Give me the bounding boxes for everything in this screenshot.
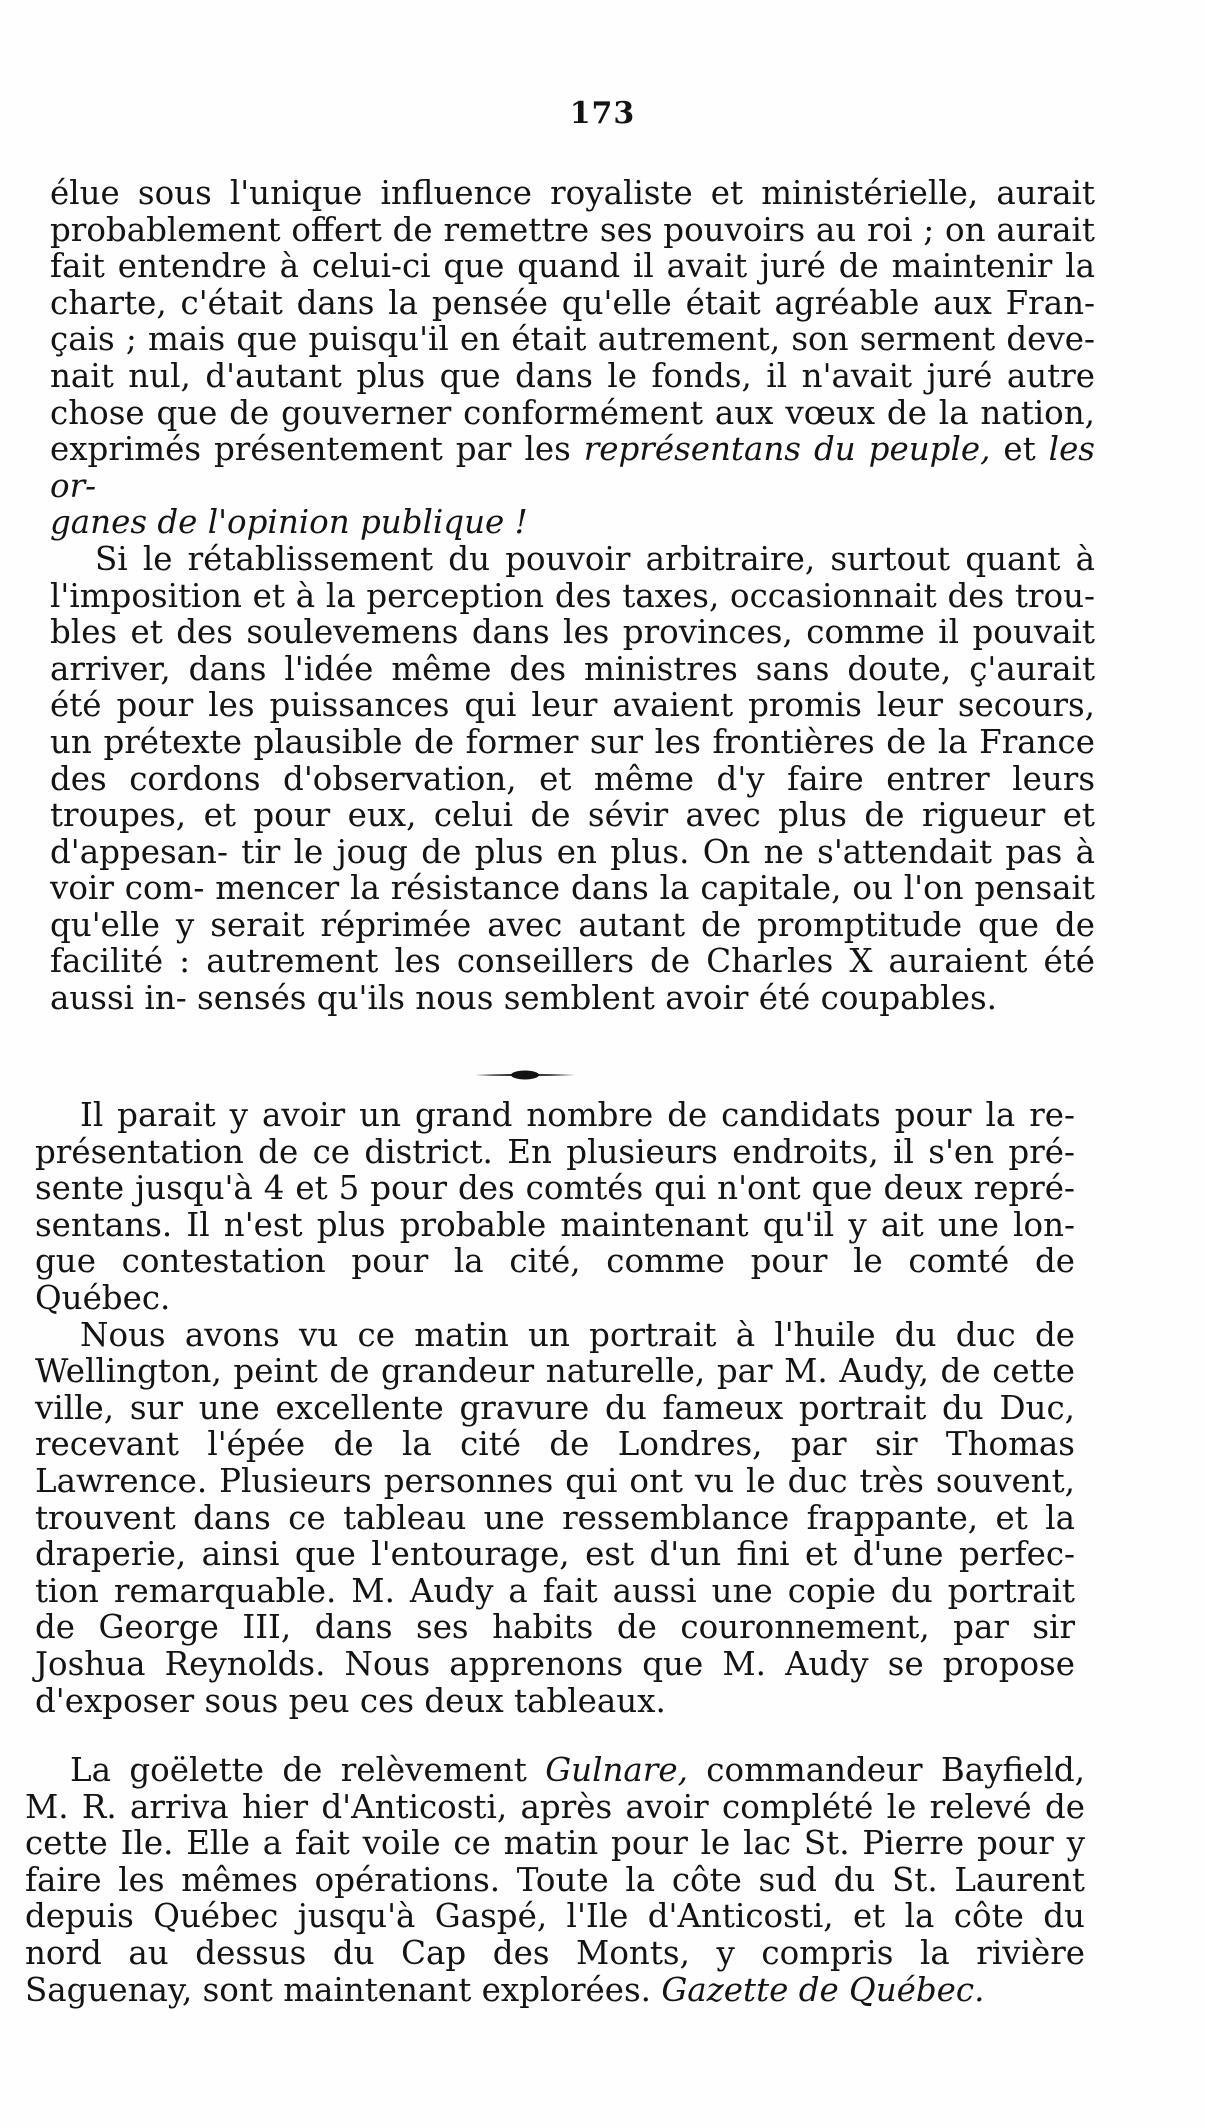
- text-line: prétexte plausible de former sur les frontières de la France des: [50, 722, 1095, 798]
- text-line: autrement les conseillers de Charles X auraient été aussi in-: [50, 942, 1095, 1018]
- text-line: Nous avons vu ce matin un portrait à l'huile du duc de: [80, 1315, 1075, 1354]
- text-line: tir le joug de plus en plus. On ne s'attendait pas à voir com-: [50, 832, 1095, 908]
- text-fragment: et: [990, 430, 1049, 469]
- paragraph-portrait: [35, 1317, 1075, 1720]
- text-line: été pour les puissances qui leur avaient promis leur secours, un: [50, 686, 1095, 761]
- text-line: d'exposer sous peu ces deux tableaux.: [35, 1681, 666, 1720]
- text-line: cette ville, sur une excellente gravure du fameux portrait du: [35, 1352, 1075, 1427]
- italic-phrase: les or-: [50, 430, 1095, 505]
- text-fragment: commandeur Bayfield,: [687, 1751, 1085, 1789]
- text-line: chose que de gouverner conformément aux vœux de la nation,: [50, 393, 1095, 432]
- text-line: M. R. arriva hier d'Anticosti, après avoir complété le relevé: [25, 1787, 1032, 1826]
- text-line: Il parait y avoir un grand nombre de candidats pour la re-: [80, 1096, 1075, 1134]
- text-line: cordons d'observation, et même d'y faire entrer leurs troupes,: [50, 759, 1095, 835]
- text-line: mencer la résistance dans la capitale, ou l'on pensait qu'elle y: [50, 869, 1095, 944]
- paragraph-continuation-end: [50, 504, 1095, 541]
- paragraph-gulnare: [25, 1752, 1085, 2008]
- text-line: Duc, recevant l'épée de la cité de Londres, par sir Thomas: [35, 1388, 1075, 1464]
- section-divider: [475, 1068, 575, 1082]
- italic-phrase: ganes de l'opinion publique !: [50, 503, 528, 542]
- text-line: présentation de ce district. En plusieurs endroits, il s'en pré-: [35, 1132, 1075, 1171]
- text-line: pour y faire les mêmes opérations. Toute la côte sud du St.: [25, 1824, 1085, 1899]
- ship-name: Gulnare,: [545, 1751, 688, 1789]
- text-fragment: Saguenay, sont maintenant explorées.: [25, 1970, 662, 2009]
- page-number: 173: [569, 96, 636, 131]
- text-line: serait réprimée avec autant de promptitude que de facilité :: [50, 905, 1095, 981]
- paragraph-candidats: [35, 1097, 1075, 1317]
- text-line: Joshua Reynolds. Nous apprenons que M. Audy se propose: [35, 1644, 1075, 1683]
- text-line: draperie, ainsi que l'entourage, est d'un fini et d'une perfec-: [35, 1535, 1075, 1574]
- text-line: tion remarquable. M. Audy a fait aussi une copie du portrait: [35, 1571, 1075, 1610]
- paragraph-retablissement: [50, 541, 1095, 1017]
- paragraph-continuation: [50, 175, 1095, 504]
- text-line: l'imposition et à la perception des taxes, occasionnait des trou-: [50, 576, 1095, 615]
- text-line: et pour eux, celui de sévir avec plus de rigueur et d'appesan-: [50, 796, 1095, 871]
- source-citation: Gazette de Québec.: [661, 1970, 985, 2009]
- text-line: de George III, dans ses habits de couronnement, par sir: [35, 1608, 1075, 1647]
- text-line: charte, c'était dans la pensée qu'elle était agréable aux Fran-: [50, 283, 1095, 322]
- text-fragment: La goëlette de relèvement: [70, 1751, 546, 1789]
- text-block-local-news: [35, 1097, 1075, 1719]
- text-line: trouvent dans ce tableau une ressemblance frappante, et la: [35, 1498, 1075, 1537]
- text-line: nait nul, d'autant plus que dans le fonds, il n'avait juré autre: [50, 356, 1095, 395]
- text-line: çais ; mais que puisqu'il en était autrement, son serment deve-: [50, 320, 1095, 359]
- text-line: sensés qu'ils nous semblent avoir été coupables.: [197, 979, 997, 1018]
- text-line: arriver, dans l'idée même des ministres sans doute, ç'aurait: [50, 649, 1095, 688]
- text-line: Si le rétablissement du pouvoir arbitraire, surtout quant à: [95, 539, 1095, 578]
- text-line: exprimés présentement par les: [50, 430, 571, 469]
- text-line: sentans. Il n'est plus probable maintenant qu'il y ait une lon-: [35, 1205, 1075, 1244]
- text-line: de cette Ile. Elle a fait voile ce matin pour le lac St. Pierre: [25, 1787, 1085, 1863]
- italic-phrase: représentans du peuple,: [583, 430, 991, 469]
- text-block-gulnare: [25, 1752, 1085, 2008]
- text-line: gue contestation pour la cité, comme pour le comté de Québec.: [35, 1242, 1075, 1317]
- text-line: sente jusqu'à 4 et 5 pour des comtés qui n'ont que deux repré-: [35, 1169, 1075, 1208]
- text-line: élue sous l'unique influence royaliste et ministérielle, aurait: [50, 174, 1095, 212]
- text-line: fait entendre à celui-ci que quand il avait juré de maintenir la: [50, 247, 1095, 286]
- text-block-politics: [50, 175, 1095, 1017]
- text-line: bles et des soulevemens dans les provinces, comme il pouvait: [50, 613, 1095, 652]
- text-line: probablement offert de remettre ses pouvoirs au roi ; on aurait: [50, 210, 1095, 249]
- text-line: Laurent depuis Québec jusqu'à Gaspé, l'Ile d'Anticosti, et la: [25, 1860, 1085, 1936]
- text-line: Wellington, peint de grandeur naturelle, par M. Audy, de: [35, 1352, 981, 1391]
- text-line: Lawrence. Plusieurs personnes qui ont vu le duc très souvent,: [35, 1461, 1075, 1500]
- text-line: côte du nord au dessus du Cap des Monts, y compris la rivière: [25, 1897, 1085, 1972]
